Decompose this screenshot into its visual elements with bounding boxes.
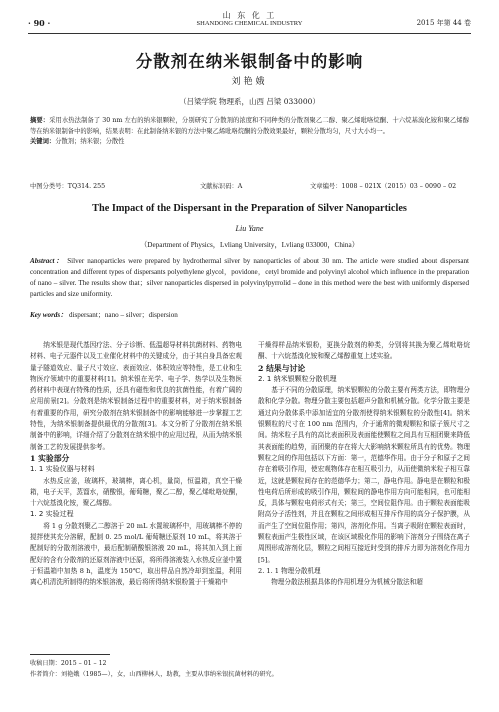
author-en: Liu Yane xyxy=(235,224,264,233)
abstract-en-text: Silver nanoparticles were prepared by hydrothermal silver by nanoparticles of about 30 nm. The article were studied about dispersant concentration and different types of dispersants polyethylene glycol，povidone，cetyl bromide and polyvinyl alcohol which influence in the preparation of nano – silver. The results show that；silver nanoparticles dispersed in polyvinylpyrrolid – done in this method were the best with uniformly dispersed particles and size uniformity. xyxy=(30,257,470,298)
footnote-rule xyxy=(30,654,110,655)
paper-title-en: The Impact of the Dispersant in the Preparation of Silver Nanoparticles xyxy=(92,203,407,214)
keywords-en xyxy=(30,310,469,320)
subsection-heading-2-1-1: 2. 1. 1 物理分散机理 xyxy=(258,566,321,575)
subsection-heading-2-1: 2. 1 纳米银颗粒分散机理 xyxy=(258,374,337,383)
journal-name-cn: 山 东 化 工 xyxy=(222,11,277,20)
classification-row xyxy=(30,181,469,191)
abstract-cn-text: 采用水热法制备了 30 nm 左右的纳米银颗粒，分别研究了分散剂的浓度和不同种类的分散剂聚乙二醇、聚乙烯吡咯烷酮、十六烷基溴化铵和聚乙烯醇等在纳米银制备中的影响，结果表明：在此制备纳米银的方法中聚乙烯吡咯烷酮的分散效果最好，颗粒分散均匀，尺寸大小均一。 xyxy=(30,117,470,135)
paper-title-cn: 分散剂在纳米银制备中的影响 xyxy=(135,52,364,71)
abstract-en xyxy=(30,256,469,300)
materials-paragraph: 水热反应釜，玻璃杯，玻璃棒，离心机，量筒，恒温箱，真空干燥箱，电子天平，蒸馏水，硝酸银，葡萄糖，聚乙二醇，聚乙烯吡咯烷酮，十六烷基溴化铵，聚乙烯醇。 xyxy=(30,476,242,508)
subsection-heading-1-1: 1. 1 实验仪器与材料 xyxy=(30,465,95,474)
author-cn: 刘艳娥 xyxy=(231,77,268,87)
affiliation-cn: （吕梁学院 物理系，山西 吕梁 033000） xyxy=(179,97,320,106)
abstract-en-label: Abstract： xyxy=(30,257,65,265)
intro-paragraph: 纳米银是现代基因疗法、分子诊断、低温超导材料抗菌材料、药物电材料、电子元器件以及工业催化材料中的关键成分，由于其自身具备宏观量子隧道效应、量子尺寸效应、表面效应、体积效应等特性，是工业和生物医疗领域中的重要材料[1]。纳米银在光学、电子学、热学以及生物医药材料中表现有特殊的性质，还具有磁性和优良的抗菌性能，有着广阔的应用前景[2]。分散剂是纳米银制备过程中的重要材料，对于纳米银制备有着重要的作用，研究分散剂在纳米银制备中的影响能够进一步掌握工艺特性，为纳米银制备提供最优的分散剂[3]。本文分析了分散剂在纳米银制备中的影响，详细介绍了分散剂在纳米银中的应用过程，从而为纳米银制备工艺的发展提供参考。 xyxy=(30,341,242,451)
footnote-received: 收稿日期：2015 – 01 – 12 xyxy=(30,660,107,667)
clc-number: 中图分类号：TQ314. 255 xyxy=(30,183,106,190)
procedure-continued: 干燥得样品纳米银粉，更换分散剂的种类，分别将其换为聚乙烯吡咯烷酮、十六烷基溴化铵和聚乙烯醇重复上述实验。 xyxy=(258,341,470,361)
procedure-paragraph: 将 1 g 分散剂聚乙二醇溶于 20 mL 水置玻璃杯中，用玻璃棒不停的搅拌使其充分溶解，配制 0. 25 mol/L 葡萄糖还原剂 10 mL，将其溶于配制好的分散剂溶液中，最后配制硝酸银溶液 20 mL，将其加入到上面配好的含有分散剂的还原剂溶液中还原，将所得溶液装入水热反应釜中置于恒温箱中加热 8 h，温度为 150℃，取出样品自然冷却到室温，利用离心机清洗所制得的纳米银溶液，最后将所得纳米银粉置于干燥箱中 xyxy=(30,521,242,587)
footnote-author-bio: 作者简介：刘艳娥（1985—），女，山西柳林人，助教，主要从事纳米银抗菌材料的研究。 xyxy=(30,671,278,678)
keywords-cn-label: 关键词： xyxy=(30,138,56,146)
page-number: · 90 · xyxy=(28,18,51,28)
subsection-heading-1-2: 1. 2 实验过程 xyxy=(30,510,74,519)
section-heading-2: 2 结果与讨论 xyxy=(258,363,306,373)
abstract-cn xyxy=(30,116,469,148)
keywords-en-text: dispersant；nano – silver；dispersion xyxy=(69,311,178,319)
issue-label: 2015 年第 44 卷 xyxy=(416,19,471,27)
mechanism-paragraph: 基于不同的分散原理，纳米银颗粒的分散主要有两类方法，即物理分散和化学分散。物理分散主要包括超声分散和机械分散。化学分散主要是通过向分散体系中添加适宜的分散剂使得纳米银颗粒的分散性[4]。纳米银颗粒的尺寸在 100 nm 范围内，介于通常的微观颗粒和原子簇尺寸之间。纳米粒子具有的高比表面积及表面能使颗粒之间具有互相团聚来降低其表面能的趋势，而团聚的存在将大大影响纳米颗粒所具有的优势。物理颗粒之间的作用包括以下方面：第一，范德华作用。由于分子和原子之间存在着吸引作用，使宏观物体存在相互吸引力，从而使微纳米粒子相互靠近，这就是颗粒间存在的范德华力；第二，静电作用。静电是在颗粒和极性电荷后所形成的吸引作用，颗粒间的静电作用方向可能相同，也可能相反，具体与颗粒电荷形式有关；第三，空间位阻作用。由于颗粒表面能吸附高分子活性剂，并且在颗粒之间形成相互排斥作用的高分子保护膜，从而产生了空间位阻作用；第四，溶剂化作用。当离子吸附在颗粒表面时，颗粒表面产生极性区域，在该区域极化作用的影响下溶剂分子围绕在离子周围形成溶剂化层，颗粒之间相互接近时受到的排斥力即为溶剂化作用力[5]。 xyxy=(258,386,470,564)
keywords-en-label: Key words： xyxy=(30,311,68,319)
document-code: 文献标识码：A xyxy=(200,183,243,190)
body-column-right xyxy=(258,340,470,589)
journal-name-en: SHANDONG CHEMICAL INDUSTRY xyxy=(196,20,303,27)
body-column-left xyxy=(30,340,242,589)
header-rule xyxy=(28,33,471,34)
affiliation-en: （Department of Physics，Lvliang University，Lvliang 033000，China） xyxy=(140,241,359,249)
physical-dispersion-paragraph: 物理分散法根据具体的作用机理分为机械分散法和超 xyxy=(271,578,423,587)
section-heading-1: 1 实验部分 xyxy=(30,453,70,463)
running-header xyxy=(28,8,471,34)
article-id: 文章编号：1008 – 021X（2015）03 – 0090 – 02 xyxy=(310,183,457,190)
abstract-cn-label: 摘要： xyxy=(30,117,50,124)
keywords-cn-text: 分散剂；纳米银；分散性 xyxy=(55,138,125,146)
